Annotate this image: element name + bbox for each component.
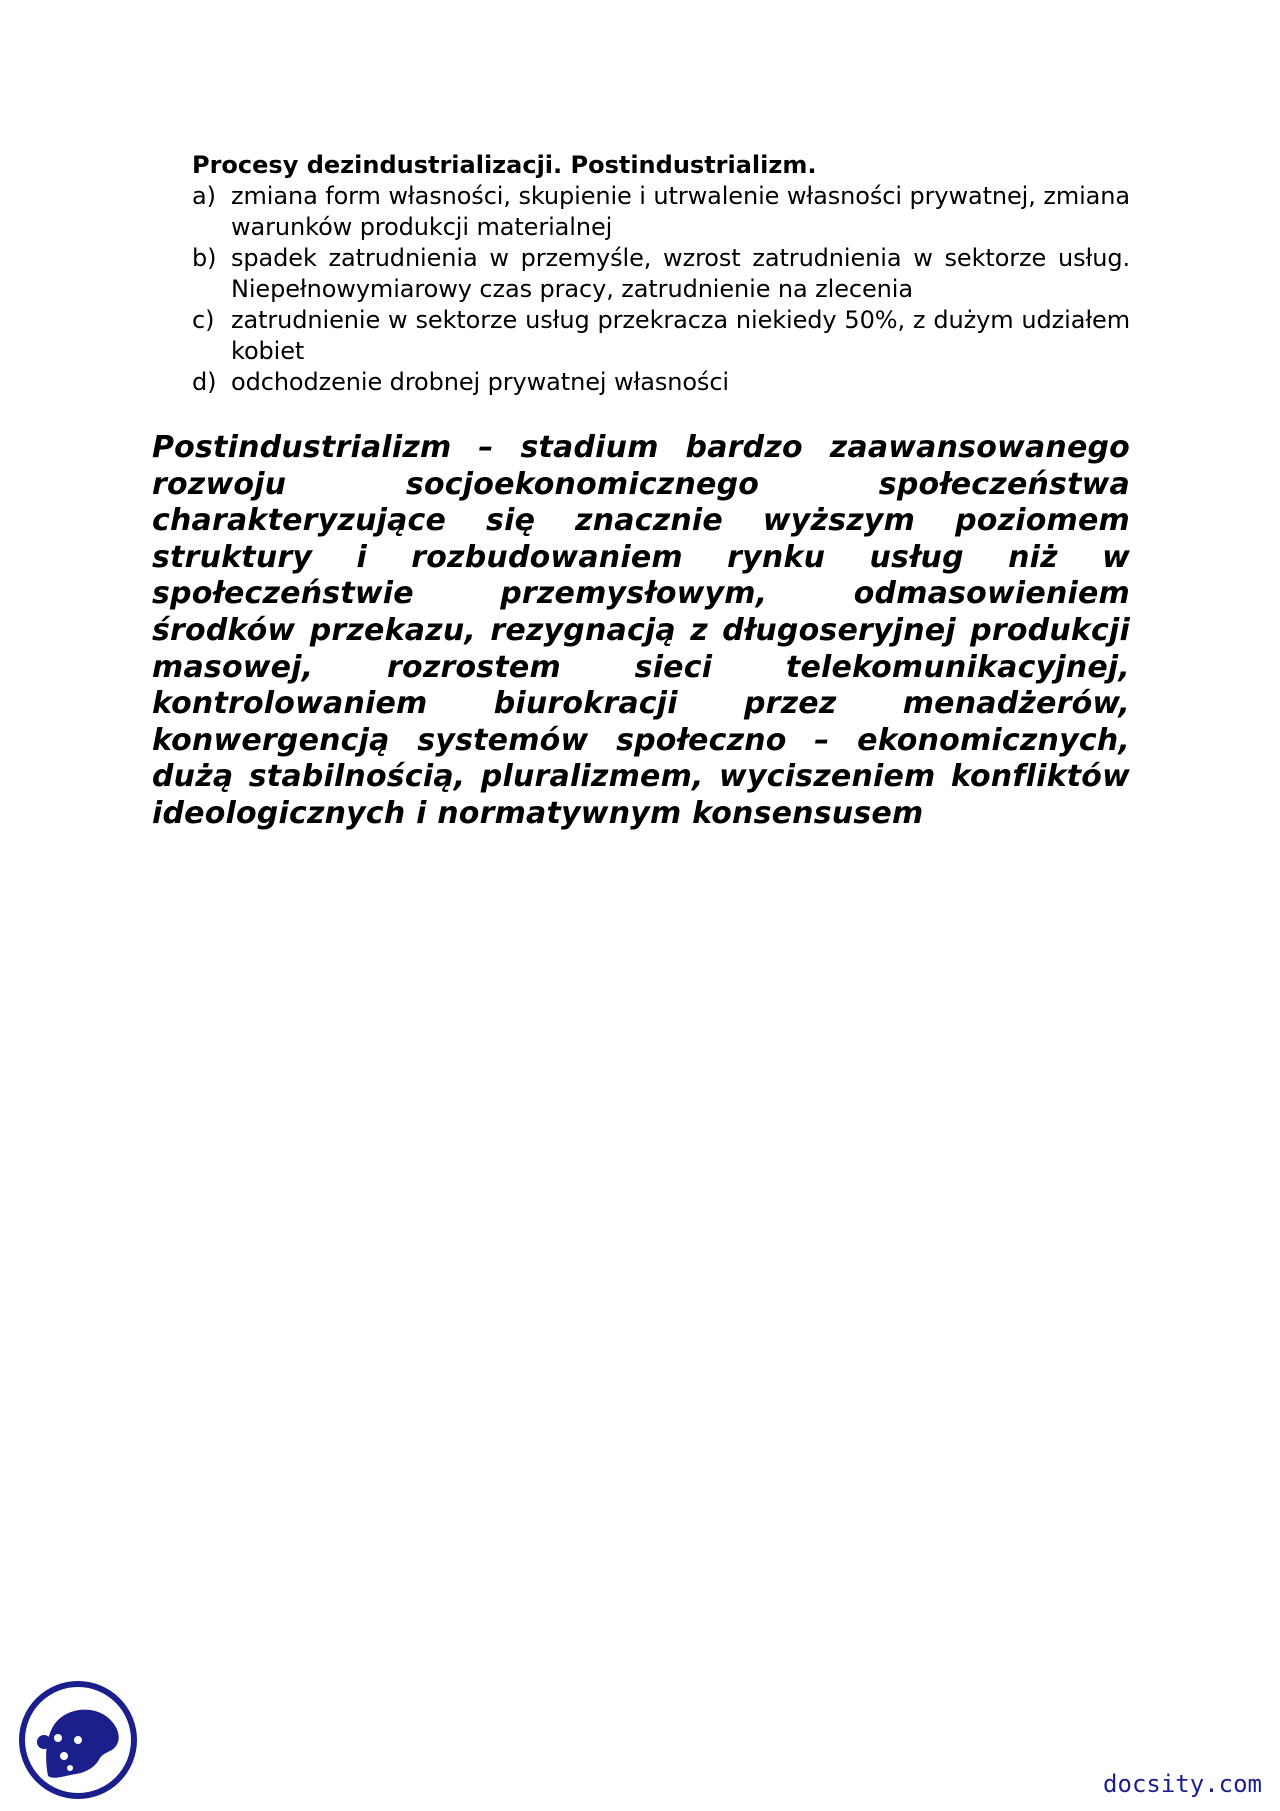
- list-item-text: zatrudnienie w sektorze usług przekracza niekiedy 50%, z dużym udziałem kobiet: [231, 306, 1130, 365]
- list-item: [192, 181, 1130, 243]
- list-item-text: spadek zatrudnienia w przemyśle, wzrost zatrudnienia w sektorze usług. Niepełnowymiarowy czas pracy, zatrudnienie na zlecenia: [231, 244, 1130, 303]
- definition-paragraph: Postindustrializm – stadium bardzo zaawansowanego rozwoju socjoekonomicznego społeczeństwa charakteryzujące się znacznie wyższym poziomem struktury i rozbudowaniem rynku usług niż w społeczeństwie przemysłowym, odmasowieniem środków przekazu, rezygnacją z długoseryjnej produkcji masowej, rozrostem sieci telekomunikacyjnej, kontrolowaniem biurokracji przez menadżerów, konwergencją systemów społeczno – ekonomicznych, dużą stabilnością, pluralizmem, wyciszeniem konfliktów ideologicznych i normatywnym konsensusem: [152, 430, 1130, 831]
- process-list: [192, 181, 1130, 398]
- list-marker: d): [192, 368, 217, 396]
- list-item-text: zmiana form własności, skupienie i utrwalenie własności prywatnej, zmiana warunków produkcji materialnej: [231, 182, 1130, 241]
- list-item: [192, 367, 1130, 398]
- list-item-text: odchodzenie drobnej prywatnej własności: [231, 368, 729, 396]
- section-heading: Procesy dezindustrializacji. Postindustrializm.: [192, 151, 817, 179]
- docsity-logo-icon[interactable]: [18, 1680, 138, 1800]
- list-marker: b): [192, 244, 217, 272]
- list-marker: c): [192, 306, 215, 334]
- docsity-logo-icon-graphic: [18, 1680, 138, 1800]
- docsity-brand-link[interactable]: docsity.com: [1103, 1770, 1262, 1798]
- list-item: [192, 305, 1130, 367]
- list-item: [192, 243, 1130, 305]
- list-marker: a): [192, 182, 216, 210]
- document-body: [192, 150, 1130, 398]
